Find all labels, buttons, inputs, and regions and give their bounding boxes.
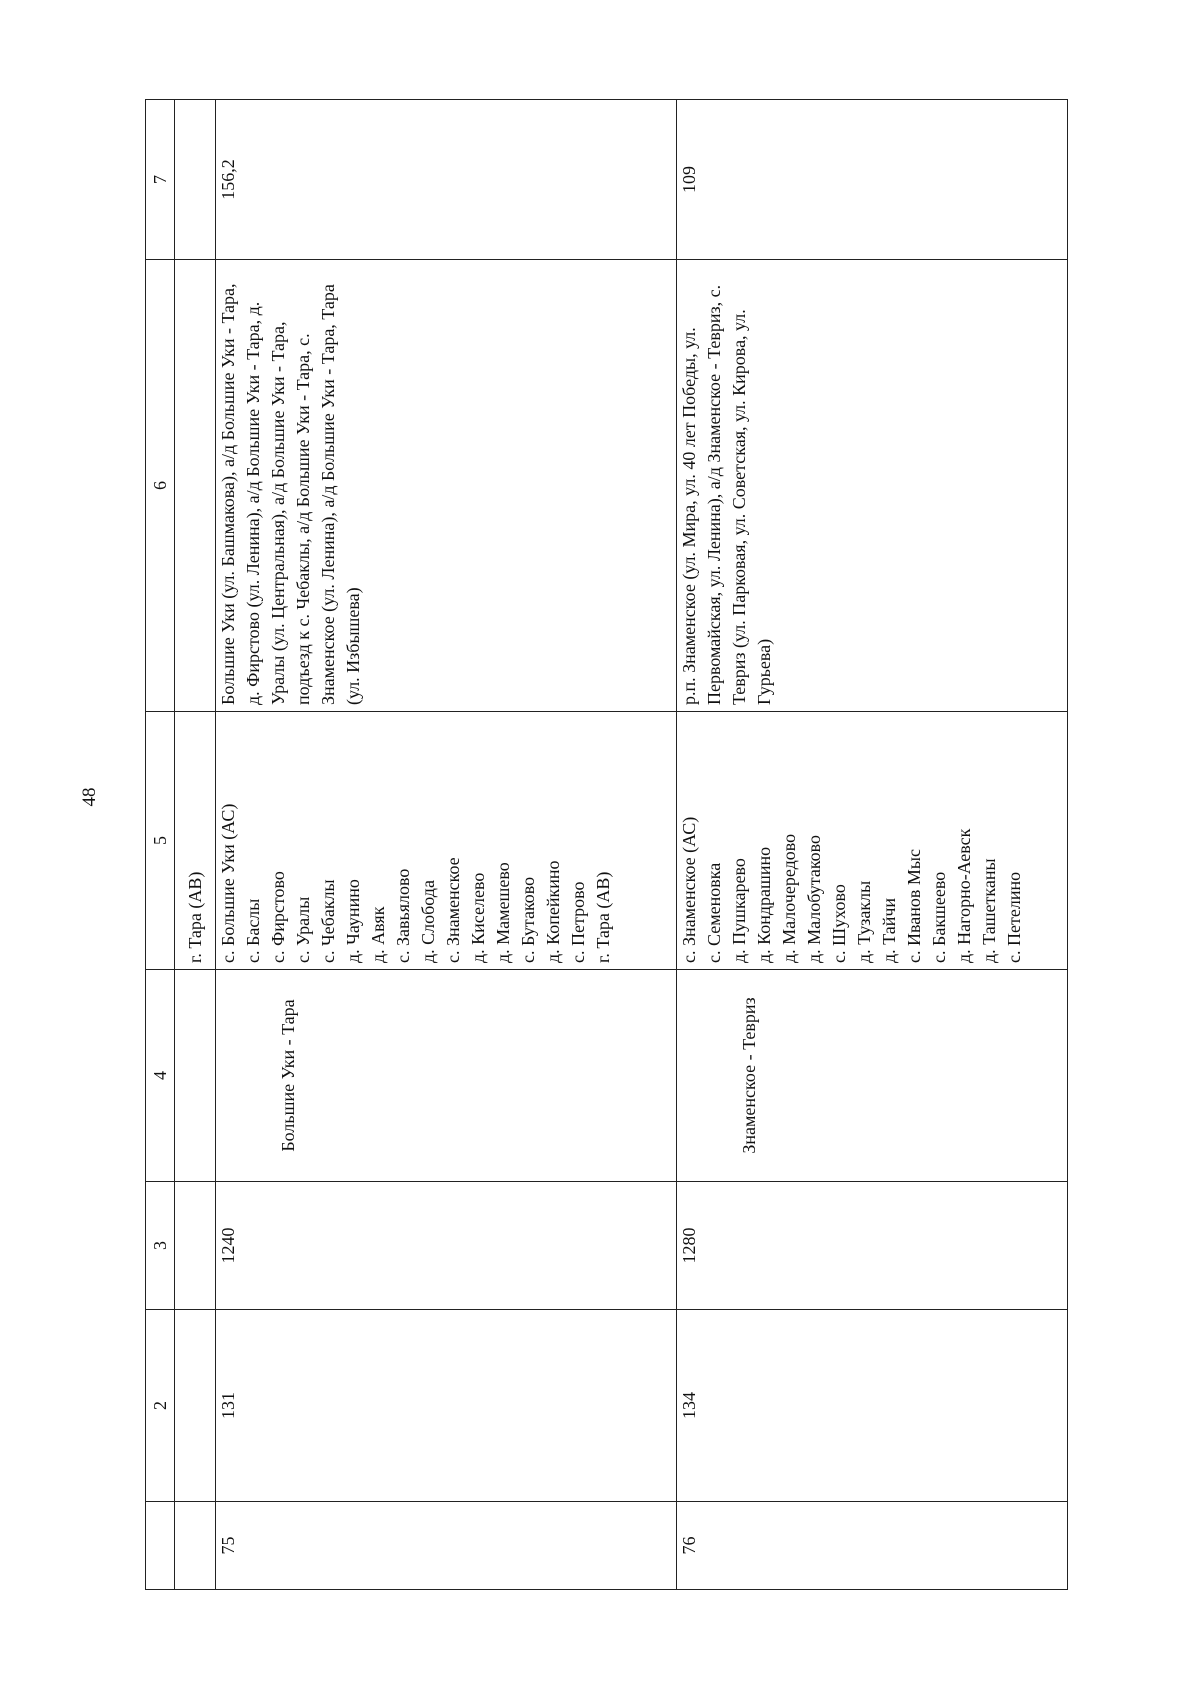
column-number-row <box>146 100 175 1590</box>
list-item: д. Малобутаково <box>804 834 824 963</box>
col-header-3: 3 <box>146 1182 175 1310</box>
route-streets <box>677 260 1068 712</box>
route-name <box>216 970 677 1182</box>
stops-list <box>677 712 1068 970</box>
list-item: с. Знаменское (АС) <box>679 816 699 963</box>
registration-number: 134 <box>677 1310 1068 1502</box>
list-item: с. Петелино <box>1004 871 1024 963</box>
list-item: с. Завьялово <box>393 868 413 963</box>
list-item: с. Иванов Мыс <box>904 849 924 963</box>
route-name-text: Большие Уки - Тара <box>278 999 298 1152</box>
list-item: д. Тузаклы <box>854 880 874 963</box>
list-item: с. Бакшеево <box>929 871 949 963</box>
subheader-cell <box>175 100 216 260</box>
route-streets-text: р.п. Знаменское (ул. Мира, ул. 40 лет Победы, ул. Первомайская, ул. Ленина), а/д Знаменское - Тевриз, с. Тевриз (ул. Парковая, ул. Советская, ул. Кирова, ул. Гурьева) <box>679 284 774 705</box>
list-item: д. Слобода <box>418 880 438 963</box>
list-item: д. Малочередово <box>779 833 799 963</box>
list-item: д. Мамешево <box>493 862 513 963</box>
stops-list <box>216 712 677 970</box>
col-header-4: 4 <box>146 970 175 1182</box>
list-item: с. Шухово <box>829 884 849 963</box>
subheader-cell <box>175 970 216 1182</box>
subheader-cell <box>175 260 216 712</box>
list-item: с. Петрово <box>568 881 588 963</box>
subheader-cell <box>175 1502 216 1590</box>
list-item: д. Кондрашино <box>754 846 774 963</box>
list-item: д. Нагорно-Аевск <box>954 828 974 963</box>
list-item: с. Большие Уки (АС) <box>218 803 238 963</box>
list-item: с. Чебаклы <box>318 879 338 963</box>
route-number: 76 <box>677 1502 1068 1590</box>
col-header-2: 2 <box>146 1310 175 1502</box>
table-row <box>216 100 677 1590</box>
route-name-text: Знаменское - Тевриз <box>739 997 759 1154</box>
col-header-6: 6 <box>146 260 175 712</box>
route-length: 109 <box>677 100 1068 260</box>
list-item: с. Баслы <box>243 898 263 963</box>
col-header-5: 5 <box>146 712 175 970</box>
route-streets-text: Большие Уки (ул. Башмакова), а/д Большие Уки - Тара, д. Фирстово (ул. Ленина), а/д Большие Уки - Тара, д. Уралы (ул. Центральная), а/д Большие Уки - Тара, подъезд к с. Чебаклы, а/д Большие Уки - Тара, с. Знаменское (ул. Ленина), а/д Большие Уки - Тара, Тара (ул. Избышева) <box>218 283 363 705</box>
col-header-1 <box>146 1502 175 1590</box>
list-item: д. Киселево <box>468 872 488 963</box>
route-code: 1240 <box>216 1182 677 1310</box>
list-item: с. Фирстово <box>268 871 288 963</box>
subheader-stop: г. Тара (АВ) <box>175 712 216 970</box>
route-number: 75 <box>216 1502 677 1590</box>
rotated-table-sheet <box>145 100 1065 1590</box>
list-item: д. Авяк <box>368 906 388 963</box>
list-item: с. Знаменское <box>443 857 463 963</box>
list-item: д. Пушкарево <box>729 858 749 963</box>
route-streets <box>216 260 677 712</box>
list-item: с. Бутаково <box>518 876 538 963</box>
subheader-cell <box>175 1182 216 1310</box>
routes-table <box>145 99 1068 1590</box>
list-item: г. Тара (АВ) <box>593 871 613 963</box>
registration-number: 131 <box>216 1310 677 1502</box>
list-item: д. Чаунино <box>343 879 363 963</box>
list-item: д. Ташетканы <box>979 858 999 963</box>
route-length: 156,2 <box>216 100 677 260</box>
list-item: д. Копейкино <box>543 860 563 963</box>
col-header-7: 7 <box>146 100 175 260</box>
subheader-cell <box>175 1310 216 1502</box>
subheader-row <box>175 100 216 1590</box>
list-item: с. Уралы <box>293 896 313 963</box>
route-name <box>677 970 1068 1182</box>
table-row <box>677 100 1068 1590</box>
route-code: 1280 <box>677 1182 1068 1310</box>
list-item: д. Тайчи <box>879 897 899 963</box>
page-number: 48 <box>79 787 100 807</box>
list-item: с. Семеновка <box>704 862 724 963</box>
